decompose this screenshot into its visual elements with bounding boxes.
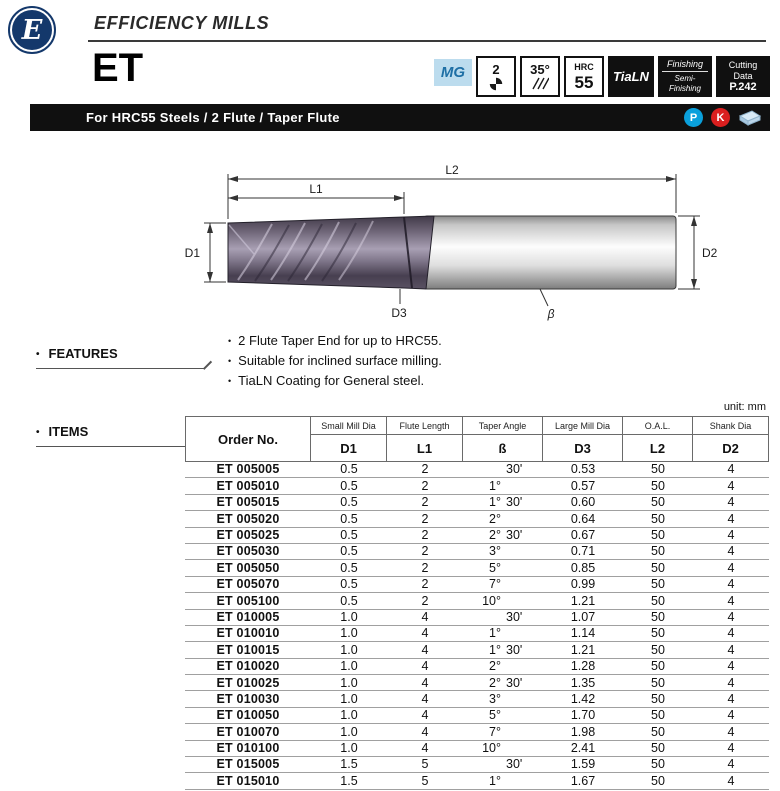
d2-cell: 4	[727, 626, 735, 641]
order-no-cell: ET 010050	[216, 708, 280, 723]
d2-cell: 4	[727, 773, 735, 788]
taper-angle-cell	[463, 511, 543, 526]
unit-note: unit: mm	[723, 401, 766, 413]
l2-cell: 50	[651, 708, 665, 723]
l2-cell: 50	[651, 757, 665, 772]
order-no-cell: ET 010030	[216, 691, 280, 706]
helix-angle-value: 35°	[530, 62, 550, 77]
spec-badges	[420, 56, 770, 97]
l1-cell: 2	[421, 577, 429, 592]
features-label-text: FEATURES	[48, 346, 118, 361]
header-oal: O.A.L. L2	[623, 416, 693, 462]
d1-cell: 1.0	[340, 675, 358, 690]
feature-item	[228, 331, 442, 351]
taper-degrees: 5°	[489, 708, 501, 723]
d2-cell: 4	[727, 478, 735, 493]
d2-cell: 4	[727, 659, 735, 674]
iso-k-badge: K	[711, 108, 730, 127]
finishing-badge	[658, 56, 712, 97]
l1-cell: 4	[421, 708, 429, 723]
d2-cell: 4	[727, 528, 735, 542]
header-order-no	[185, 416, 311, 462]
taper-minutes: 30'	[506, 642, 523, 657]
tool-flute-section	[228, 216, 434, 289]
hardness-label: HRC	[574, 61, 594, 72]
d2-cell: 4	[727, 675, 735, 690]
order-no-cell: ET 015010	[216, 773, 280, 788]
table-row	[185, 528, 769, 544]
table-row	[185, 691, 769, 707]
taper-degrees: 10°	[482, 593, 501, 608]
l1-cell: 4	[421, 691, 429, 706]
cutting-data-page: P.242	[729, 80, 757, 93]
taper-angle-cell	[463, 642, 543, 657]
d2-cell: 4	[727, 724, 735, 739]
l2-cell: 50	[651, 577, 665, 592]
d1-cell: 1.0	[340, 659, 358, 674]
order-no-cell: ET 005070	[216, 577, 280, 592]
taper-angle-cell	[463, 495, 543, 510]
items-label	[36, 424, 204, 447]
d3-cell: 1.42	[570, 691, 596, 706]
l2-cell: 50	[651, 495, 665, 510]
finishing-bottom-label: Finishing	[668, 83, 701, 93]
d1-cell: 0.5	[340, 462, 358, 477]
taper-angle-cell	[463, 659, 543, 674]
order-no-cell: ET 005015	[216, 495, 280, 510]
d2-cell: 4	[727, 511, 735, 526]
d2-cell: 4	[727, 495, 735, 510]
dim-label-d2: D2	[702, 246, 718, 260]
taper-degrees: 3°	[489, 691, 501, 706]
l2-cell: 50	[651, 511, 665, 526]
l1-cell: 2	[421, 528, 429, 542]
order-no-cell: ET 005050	[216, 560, 280, 575]
d2-cell: 4	[727, 577, 735, 592]
helix-angle-badge	[520, 56, 560, 97]
taper-angle-cell	[463, 675, 543, 690]
dim-label-d1: D1	[184, 246, 200, 260]
tool-diagram	[0, 146, 780, 331]
d3-cell: 0.99	[570, 577, 596, 592]
order-no-cell: ET 005025	[216, 528, 280, 542]
l2-cell: 50	[651, 626, 665, 641]
l2-cell: 50	[651, 741, 665, 756]
d3-cell: 0.60	[570, 495, 596, 510]
l1-cell: 4	[421, 609, 429, 624]
dim-label-l1: L1	[309, 182, 323, 196]
coating-badge	[608, 56, 654, 97]
d3-cell: 1.67	[570, 773, 596, 788]
taper-degrees: 5°	[489, 560, 501, 575]
d1-cell: 1.0	[340, 724, 358, 739]
d2-cell: 4	[727, 741, 735, 756]
taper-angle-cell	[463, 610, 543, 625]
taper-angle-cell	[463, 708, 543, 723]
taper-minutes: 30'	[506, 495, 523, 510]
d3-cell: 1.59	[570, 757, 596, 772]
series-letter: E	[21, 14, 43, 46]
d1-cell: 0.5	[340, 478, 358, 493]
hardness-badge	[564, 56, 604, 97]
taper-angle-cell	[463, 741, 543, 756]
d1-cell: 0.5	[340, 593, 358, 608]
taper-minutes: 30'	[506, 609, 523, 624]
flute-cross-section-icon	[487, 77, 505, 91]
taper-minutes: 30'	[506, 675, 523, 690]
l2-cell: 50	[651, 691, 665, 706]
table-row	[185, 773, 769, 789]
taper-degrees: 2°	[489, 511, 501, 526]
d2-cell: 4	[727, 642, 735, 657]
d3-cell: 0.53	[570, 462, 596, 477]
l2-cell: 50	[651, 724, 665, 739]
d1-cell: 0.5	[340, 577, 358, 592]
l1-cell: 4	[421, 675, 429, 690]
subtitle-bar	[30, 104, 770, 131]
l1-cell: 4	[421, 724, 429, 739]
order-no-cell: ET 010025	[216, 675, 280, 690]
l1-cell: 4	[421, 642, 429, 657]
d3-cell: 1.28	[570, 659, 596, 674]
taper-degrees: 2°	[489, 528, 501, 542]
d3-cell: 0.64	[570, 511, 596, 526]
hardness-value: 55	[574, 72, 594, 92]
d2-cell: 4	[727, 544, 735, 559]
header-shank-dia: Shank Dia D2	[693, 416, 769, 462]
header-order-no-label: Order No.	[218, 431, 278, 447]
d2-cell: 4	[727, 609, 735, 624]
d3-cell: 1.98	[570, 724, 596, 739]
table-body	[185, 462, 769, 790]
order-no-cell: ET 005010	[216, 478, 280, 493]
l1-cell: 2	[421, 462, 429, 477]
feature-item	[228, 351, 442, 371]
table-row	[185, 560, 769, 576]
d1-cell: 1.0	[340, 609, 358, 624]
order-no-cell: ET 010015	[216, 642, 280, 657]
taper-angle-cell	[463, 577, 543, 592]
d2-cell: 4	[727, 691, 735, 706]
taper-degrees: 1°	[489, 642, 501, 657]
spec-table	[185, 416, 769, 790]
table-row	[185, 610, 769, 626]
finishing-top-label: Finishing	[662, 60, 707, 72]
finishing-mid-label: Semi-	[674, 73, 696, 83]
table-row	[185, 593, 769, 609]
taper-angle-cell	[463, 462, 543, 477]
order-no-cell: ET 005005	[216, 462, 280, 477]
taper-degrees: 3°	[489, 544, 501, 559]
taper-minutes: 30'	[506, 462, 523, 477]
d3-cell: 0.57	[570, 478, 596, 493]
table-row	[185, 544, 769, 560]
title-rule	[88, 40, 766, 42]
l2-cell: 50	[651, 462, 665, 477]
series-title: EFFICIENCY MILLS	[94, 13, 270, 33]
l1-cell: 2	[421, 593, 429, 608]
table-header	[185, 416, 769, 462]
d1-cell: 1.0	[340, 741, 358, 756]
table-row	[185, 462, 769, 478]
dim-label-d3: D3	[391, 306, 407, 320]
taper-degrees: 2°	[489, 659, 501, 674]
header-large-mill-dia: Large Mill Dia D3	[543, 416, 623, 462]
flute-count-badge	[476, 56, 516, 97]
l2-cell: 50	[651, 478, 665, 493]
feature-text: Suitable for inclined surface milling.	[238, 353, 442, 368]
l1-cell: 4	[421, 626, 429, 641]
l1-cell: 2	[421, 495, 429, 510]
cutting-data-top-label: Cutting	[728, 60, 758, 71]
helix-icon	[531, 77, 549, 90]
feature-bullet: •	[228, 376, 232, 386]
l1-cell: 5	[421, 757, 429, 772]
table-row	[185, 757, 769, 773]
d1-cell: 1.0	[340, 626, 358, 641]
d2-cell: 4	[727, 462, 735, 477]
taper-minutes: 30'	[506, 528, 523, 542]
d1-cell: 0.5	[340, 511, 358, 526]
taper-minutes: 30'	[506, 757, 523, 772]
taper-angle-cell	[463, 757, 543, 772]
cutting-data-mid-label: Data	[733, 70, 753, 81]
features-bullet: •	[36, 349, 40, 360]
features-label	[36, 346, 204, 369]
d3-cell: 1.21	[570, 642, 596, 657]
order-no-cell: ET 010070	[216, 724, 280, 739]
taper-degrees: 1°	[489, 773, 501, 788]
d1-cell: 0.5	[340, 544, 358, 559]
l2-cell: 50	[651, 642, 665, 657]
l2-cell: 50	[651, 675, 665, 690]
table-row	[185, 478, 769, 494]
table-row	[185, 626, 769, 642]
taper-degrees: 10°	[482, 741, 501, 756]
l1-cell: 2	[421, 544, 429, 559]
table-row	[185, 659, 769, 675]
d1-cell: 0.5	[340, 528, 358, 542]
taper-degrees: 1°	[489, 495, 501, 510]
feature-item	[228, 371, 442, 391]
table-row	[185, 495, 769, 511]
d3-cell: 1.07	[570, 609, 596, 624]
d1-cell: 0.5	[340, 495, 358, 510]
l2-cell: 50	[651, 659, 665, 674]
header-flute-length: Flute Length L1	[387, 416, 463, 462]
series-logo	[8, 6, 56, 54]
d3-cell: 1.14	[570, 626, 596, 641]
d1-cell: 1.0	[340, 708, 358, 723]
order-no-cell: ET 005100	[216, 593, 280, 608]
l1-cell: 2	[421, 560, 429, 575]
items-label-text: ITEMS	[48, 424, 89, 439]
l2-cell: 50	[651, 609, 665, 624]
d1-cell: 1.5	[340, 757, 358, 772]
d1-cell: 1.0	[340, 691, 358, 706]
table-row	[185, 675, 769, 691]
l1-cell: 4	[421, 741, 429, 756]
flute-count-value: 2	[492, 61, 500, 77]
l2-cell: 50	[651, 560, 665, 575]
d2-cell: 4	[727, 560, 735, 575]
taper-angle-cell	[463, 544, 543, 559]
order-no-cell: ET 010010	[216, 626, 280, 641]
d3-cell: 0.85	[570, 560, 596, 575]
d2-cell: 4	[727, 593, 735, 608]
taper-angle-cell	[463, 528, 543, 543]
l1-cell: 2	[421, 478, 429, 493]
taper-degrees: 1°	[489, 626, 501, 641]
order-no-cell: ET 005030	[216, 544, 280, 559]
tool-shank	[424, 216, 676, 289]
series-logo-disc	[12, 10, 52, 50]
dim-label-beta: β	[547, 307, 555, 321]
table-row	[185, 724, 769, 740]
l2-cell: 50	[651, 528, 665, 542]
features-list	[228, 331, 442, 391]
table-row	[185, 642, 769, 658]
d3-cell: 0.71	[570, 544, 596, 559]
taper-angle-cell	[463, 478, 543, 493]
taper-degrees: 2°	[489, 675, 501, 690]
dim-label-l2: L2	[445, 163, 459, 177]
feature-text: 2 Flute Taper End for up to HRC55.	[238, 333, 442, 348]
model-name: ET	[92, 46, 144, 90]
material-grade-badge	[434, 59, 472, 86]
workpiece-icon	[738, 109, 762, 127]
table-row	[185, 741, 769, 757]
d3-cell: 1.70	[570, 708, 596, 723]
order-no-cell: ET 015005	[216, 757, 280, 772]
d3-cell: 1.21	[570, 593, 596, 608]
header-small-mill-dia: Small Mill Dia D1	[311, 416, 387, 462]
subtitle-text: For HRC55 Steels / 2 Flute / Taper Flute	[86, 110, 340, 125]
taper-degrees: 1°	[489, 478, 501, 493]
taper-degrees: 7°	[489, 577, 501, 592]
table-row	[185, 708, 769, 724]
cutting-data-badge	[716, 56, 770, 97]
taper-degrees: 7°	[489, 724, 501, 739]
l1-cell: 4	[421, 659, 429, 674]
items-bullet: •	[36, 427, 40, 438]
taper-angle-cell	[463, 593, 543, 608]
feature-bullet: •	[228, 356, 232, 366]
d3-cell: 2.41	[570, 741, 596, 756]
taper-angle-cell	[463, 773, 543, 788]
order-no-cell: ET 010005	[216, 609, 280, 624]
l2-cell: 50	[651, 544, 665, 559]
d1-cell: 1.5	[340, 773, 358, 788]
l2-cell: 50	[651, 593, 665, 608]
d3-cell: 0.67	[570, 528, 596, 542]
order-no-cell: ET 005020	[216, 511, 280, 526]
material-grade-label: MG	[440, 64, 466, 81]
header-taper-angle: Taper Angle ß	[463, 416, 543, 462]
taper-angle-cell	[463, 724, 543, 739]
l1-cell: 5	[421, 773, 429, 788]
taper-angle-cell	[463, 691, 543, 706]
taper-angle-cell	[463, 626, 543, 641]
d1-cell: 0.5	[340, 560, 358, 575]
table-row	[185, 511, 769, 527]
l1-cell: 2	[421, 511, 429, 526]
d3-cell: 1.35	[570, 675, 596, 690]
d2-cell: 4	[727, 757, 735, 772]
table-row	[185, 577, 769, 593]
d2-cell: 4	[727, 708, 735, 723]
l2-cell: 50	[651, 773, 665, 788]
feature-bullet: •	[228, 336, 232, 346]
coating-label: TiaLN	[613, 69, 649, 84]
order-no-cell: ET 010100	[216, 741, 280, 756]
d1-cell: 1.0	[340, 642, 358, 657]
taper-angle-cell	[463, 560, 543, 575]
iso-p-badge: P	[684, 108, 703, 127]
order-no-cell: ET 010020	[216, 659, 280, 674]
feature-text: TiaLN Coating for General steel.	[238, 373, 425, 388]
